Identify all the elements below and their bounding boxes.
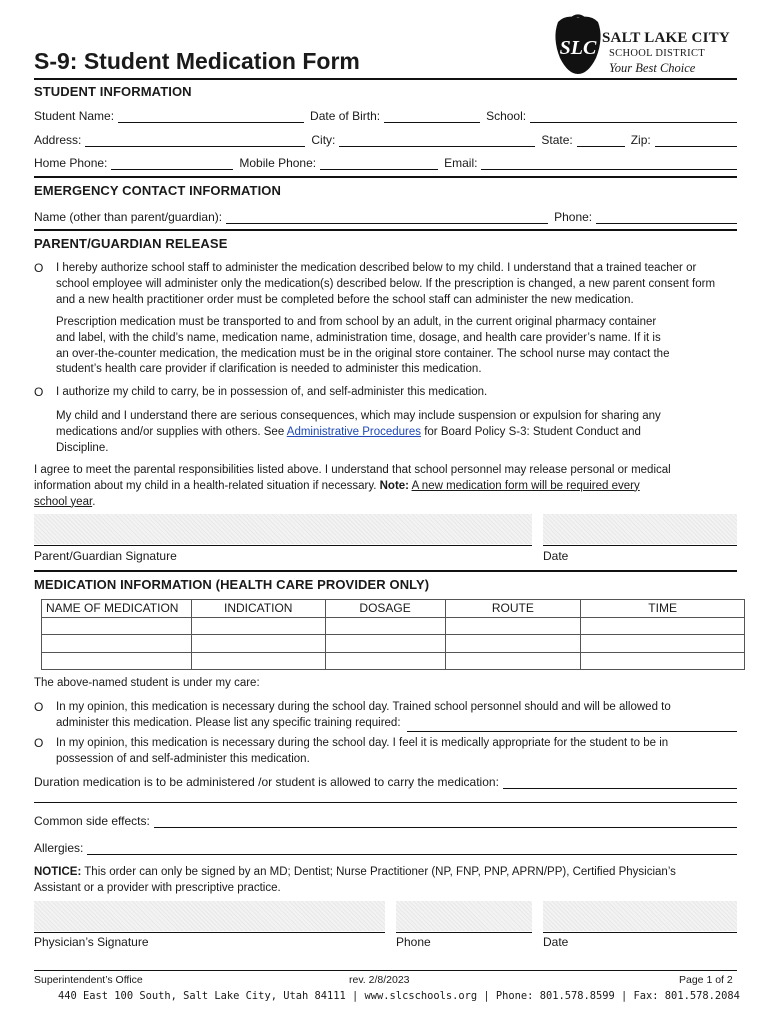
table-cell[interactable] (42, 617, 192, 635)
city-field[interactable] (339, 135, 535, 147)
table-cell[interactable] (191, 617, 325, 635)
col-dosage: DOSAGE (325, 600, 445, 618)
mobile-phone-label: Mobile Phone: (239, 156, 317, 170)
under-care-text: The above-named student is under my care: (34, 677, 260, 689)
city-label: City: (311, 133, 336, 147)
duration-field-line-2[interactable] (34, 802, 737, 803)
zip-label: Zip: (630, 133, 651, 147)
duration-field[interactable] (503, 777, 737, 789)
footer-rule (34, 970, 737, 971)
page-title: S-9: Student Medication Form (34, 48, 360, 74)
email-field[interactable] (481, 158, 737, 170)
table-cell[interactable] (581, 617, 745, 635)
slc-emblem-icon (552, 14, 604, 76)
release-option-1-text: I hereby authorize school staff to administer the medication described below to my child. I understand that a trained teacher or school employee will administer only the medication(s) described below. If the prescription is changed, a new parent consent form and a new health practitioner order must be completed before the school staff can administer the new medication. (56, 262, 716, 306)
section-rule (34, 176, 737, 178)
col-indication: INDICATION (191, 600, 325, 618)
table-row (42, 617, 745, 635)
table-row (42, 652, 745, 670)
release-option-2-radio[interactable]: O (34, 385, 44, 399)
footer-office: Superintendent’s Office (34, 974, 143, 986)
home-phone-field[interactable] (111, 158, 233, 170)
emergency-name-field[interactable] (226, 212, 548, 224)
emergency-name-label: Name (other than parent/guardian): (34, 210, 223, 224)
allergies-row (34, 839, 737, 855)
physician-signature-label: Physician’s Signature (34, 935, 149, 949)
section-rule (34, 229, 737, 231)
table-cell[interactable] (445, 652, 581, 670)
administrative-procedures-link[interactable]: Administrative Procedures (286, 425, 422, 438)
provider-option-1-radio[interactable]: O (34, 700, 44, 714)
col-route: ROUTE (445, 600, 581, 618)
footer-revision: rev. 2/8/2023 (349, 974, 410, 986)
provider-option-2-text: In my opinion, this medication is necessary during the school day. I feel it is medically appropriate for the student to be in possession of and self-administer this medication. (56, 737, 669, 765)
table-cell[interactable] (191, 652, 325, 670)
footer-page-number: Page 1 of 2 (679, 974, 733, 986)
school-label: School: (486, 109, 527, 123)
section-rule (34, 570, 737, 572)
table-header-row (42, 600, 745, 618)
logo-tagline: Your Best Choice (609, 61, 696, 75)
release-option-1-radio[interactable]: O (34, 261, 44, 275)
col-name-of-medication: NAME OF MEDICATION (42, 600, 192, 618)
state-field[interactable] (577, 135, 625, 147)
dob-field[interactable] (384, 111, 480, 123)
consequences-text: My child and I understand there are serious consequences, which may include suspension or expulsion for sharing any medications and/or supplies with others. See Administrative Procedures for Board Policy S-3: Student Conduct and Discipline. (56, 410, 661, 454)
dob-label: Date of Birth: (310, 109, 381, 123)
release-heading: PARENT/GUARDIAN RELEASE (34, 236, 228, 251)
logo-sub: SCHOOL DISTRICT (609, 48, 705, 59)
logo-name: SALT LAKE CITY (602, 30, 730, 46)
duration-label: Duration medication is to be administered /or student is allowed to carry the medication: (34, 775, 499, 789)
side-effects-row (34, 812, 737, 828)
emergency-heading: EMERGENCY CONTACT INFORMATION (34, 183, 282, 198)
title-rule (34, 78, 737, 80)
address-label: Address: (34, 133, 82, 147)
physician-date-field[interactable] (543, 901, 737, 931)
student-name-field[interactable] (118, 111, 304, 123)
student-name-label: Student Name: (34, 109, 115, 123)
physician-date-label: Date (543, 935, 569, 949)
physician-date-line (543, 932, 737, 933)
allergies-label: Allergies: (34, 841, 84, 855)
parent-signature-label: Parent/Guardian Signature (34, 549, 177, 563)
release-option-2-text: I authorize my child to carry, be in possession of, and self-administer this medication. (56, 386, 488, 398)
parent-date-label: Date (543, 549, 569, 563)
col-time: TIME (581, 600, 745, 618)
student-row-1 (34, 107, 737, 123)
zip-field[interactable] (655, 135, 737, 147)
table-cell[interactable] (42, 635, 192, 653)
svg-text:SLC: SLC (559, 37, 597, 59)
parent-date-field[interactable] (543, 514, 737, 544)
student-info-heading: STUDENT INFORMATION (34, 84, 192, 99)
physician-signature-field[interactable] (34, 901, 385, 931)
prescription-info: Prescription medication must be transported to and from school by an adult, in the current original pharmacy container and label, with the child’s name, medication name, administration time, dosage, and health care provider’s name. If it is an over-the-counter medication, the medication must be in the original store container. The school nurse may contact the student’s health care provider if clarification is needed to administer this medication. (56, 316, 670, 376)
email-label: Email: (444, 156, 478, 170)
address-field[interactable] (85, 135, 305, 147)
parent-signature-field[interactable] (34, 514, 532, 544)
provider-option-1-text: In my opinion, this medication is necessary during the school day. Trained school personnel should and will be allowed to administer this medication. Please list any specific training required: (56, 700, 737, 732)
footer-address: 440 East 100 South, Salt Lake City, Utah 84111 | www.slcschools.org | Phone: 801.578.8599 | Fax: 801.578.2084 (58, 990, 740, 1002)
emergency-row (34, 208, 737, 224)
side-effects-label: Common side effects: (34, 814, 150, 828)
student-row-3 (34, 154, 737, 170)
emergency-phone-field[interactable] (596, 212, 737, 224)
notice-text: NOTICE: This order can only be signed by an MD; Dentist; Nurse Practitioner (NP, FNP, PNP, APRN/PP), Certified Physician’s Assistant or a provider with prescriptive practice. (34, 866, 676, 894)
table-cell[interactable] (581, 652, 745, 670)
table-cell[interactable] (325, 635, 445, 653)
physician-phone-label: Phone (396, 935, 431, 949)
parent-signature-line (34, 545, 532, 546)
table-cell[interactable] (581, 635, 745, 653)
training-required-field[interactable] (407, 720, 737, 732)
physician-signature-line (34, 932, 385, 933)
table-cell[interactable] (445, 617, 581, 635)
table-cell[interactable] (445, 635, 581, 653)
duration-row (34, 773, 737, 789)
school-field[interactable] (530, 111, 737, 123)
district-logo (552, 14, 742, 76)
parent-date-line (543, 545, 737, 546)
medication-heading: MEDICATION INFORMATION (HEALTH CARE PROVIDER ONLY) (34, 577, 430, 592)
table-cell[interactable] (42, 652, 192, 670)
mobile-phone-field[interactable] (320, 158, 438, 170)
agreement-text: I agree to meet the parental responsibilities listed above. I understand that school personnel may release personal or medical information about my child in a health-related situation if necessary. Note: A new medication form will be required every school year. (34, 464, 671, 508)
student-row-2 (34, 131, 737, 147)
home-phone-label: Home Phone: (34, 156, 108, 170)
table-cell[interactable] (191, 635, 325, 653)
table-row (42, 635, 745, 653)
side-effects-field[interactable] (154, 816, 737, 828)
state-label: State: (541, 133, 573, 147)
physician-phone-line (396, 932, 532, 933)
table-cell[interactable] (325, 617, 445, 635)
allergies-field[interactable] (87, 843, 737, 855)
medication-table (41, 599, 745, 670)
table-cell[interactable] (325, 652, 445, 670)
provider-option-2-radio[interactable]: O (34, 736, 44, 750)
physician-phone-field[interactable] (396, 901, 532, 931)
emergency-phone-label: Phone: (554, 210, 593, 224)
